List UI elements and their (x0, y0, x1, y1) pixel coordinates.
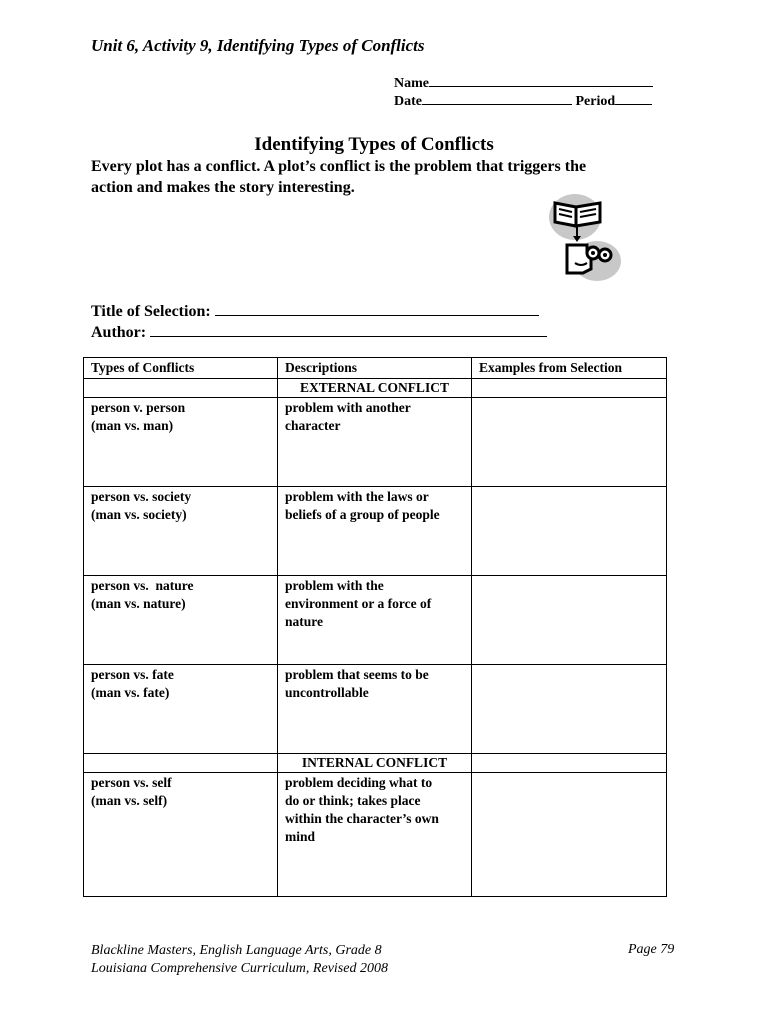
intro-paragraph (91, 156, 651, 198)
conflict-type-cell: person vs. nature (man vs. nature) (84, 576, 278, 665)
table-row (84, 487, 667, 576)
unit-header: Unit 6, Activity 9, Identifying Types of Conflicts (91, 36, 425, 55)
example-cell[interactable] (472, 665, 667, 754)
conflict-type-cell: person vs. society (man vs. society) (84, 487, 278, 576)
name-field (394, 72, 653, 92)
page-number: Page 79 (628, 942, 675, 957)
name-label: Name (394, 76, 429, 91)
document-title: Identifying Types of Conflicts (254, 134, 494, 155)
table-row (84, 576, 667, 665)
description-cell: problem with the laws or beliefs of a group of people (278, 487, 472, 576)
table-row (84, 398, 667, 487)
footer-line-1: Blackline Masters, English Language Arts, Grade 8 (91, 943, 382, 958)
example-cell[interactable] (472, 398, 667, 487)
conflict-type-cell: person v. person (man vs. man) (84, 398, 278, 487)
internal-conflict-row (84, 754, 667, 773)
footer-source (91, 942, 388, 978)
table-row (84, 665, 667, 754)
description-cell: problem with the environment or a force of nature (278, 576, 472, 665)
external-conflict-label: EXTERNAL CONFLICT (278, 379, 472, 398)
book-and-reader-icon (545, 193, 625, 285)
date-label: Date (394, 94, 422, 109)
footer-line-2: Louisiana Comprehensive Curriculum, Revised 2008 (91, 961, 388, 976)
description-cell: problem with another character (278, 398, 472, 487)
description-cell: problem that seems to be uncontrollable (278, 665, 472, 754)
date-period-field (394, 90, 652, 110)
intro-line-2: action and makes the story interesting. (91, 179, 355, 196)
author-label: Author: (91, 324, 147, 341)
period-label: Period (575, 94, 616, 109)
table-row (84, 773, 667, 897)
author-blank[interactable] (150, 321, 547, 337)
column-header-types: Types of Conflicts (84, 358, 278, 379)
title-of-selection-label: Title of Selection: (91, 303, 211, 320)
title-of-selection-field (91, 300, 539, 321)
conflict-type-cell: person vs. fate (man vs. fate) (84, 665, 278, 754)
author-field (91, 321, 547, 342)
intro-line-1: Every plot has a conflict. A plot’s conflict is the problem that triggers the (91, 158, 587, 175)
column-header-descriptions: Descriptions (278, 358, 472, 379)
example-cell[interactable] (472, 773, 667, 897)
name-blank[interactable] (429, 72, 653, 87)
conflict-type-cell: person vs. self (man vs. self) (84, 773, 278, 897)
title-of-selection-blank[interactable] (215, 300, 539, 316)
date-blank[interactable] (422, 90, 572, 105)
example-cell[interactable] (472, 576, 667, 665)
conflicts-table (83, 357, 667, 897)
description-cell: problem deciding what to do or think; takes place within the character’s own mind (278, 773, 472, 897)
period-blank[interactable] (615, 90, 652, 105)
column-header-examples: Examples from Selection (472, 358, 667, 379)
internal-conflict-label: INTERNAL CONFLICT (278, 754, 472, 773)
example-cell[interactable] (472, 487, 667, 576)
external-conflict-row (84, 379, 667, 398)
table-header-row (84, 358, 667, 379)
